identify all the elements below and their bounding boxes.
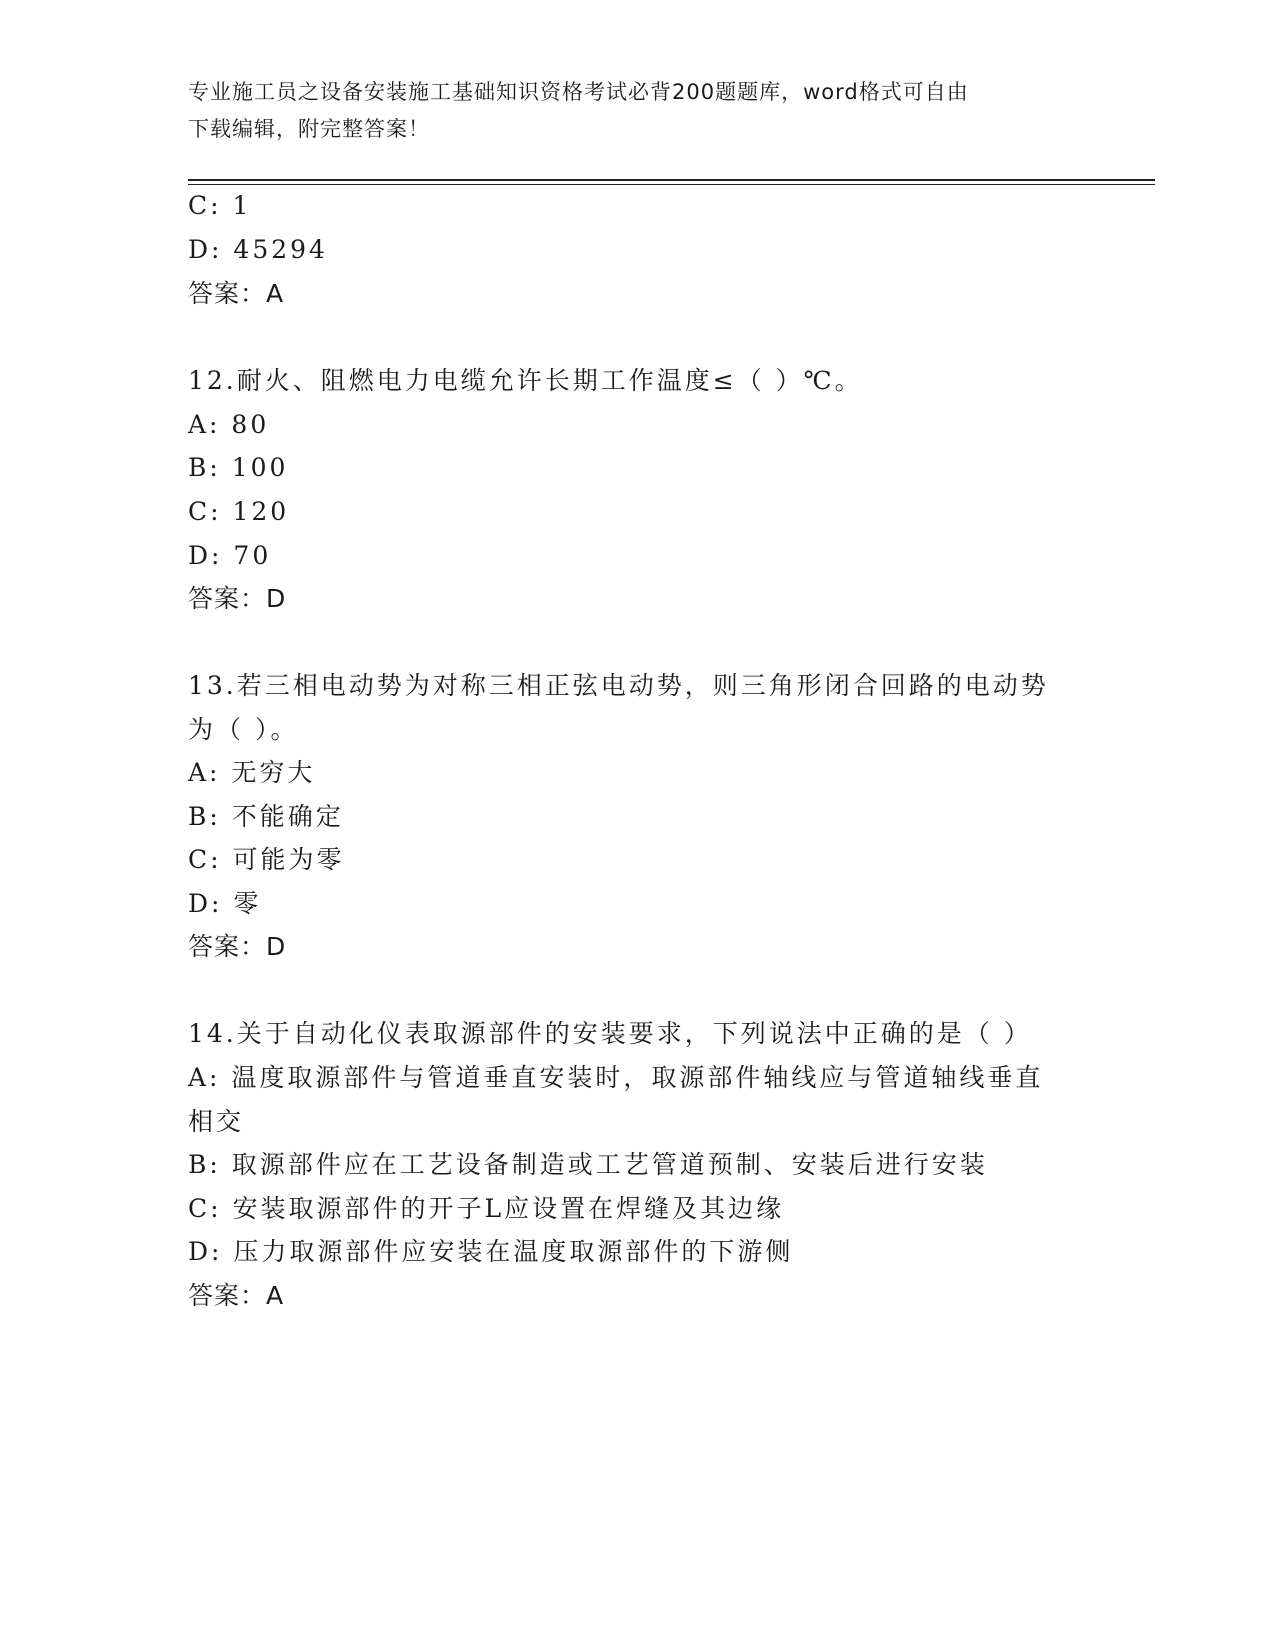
q14-stem: 14.关于自动化仪表取源部件的安装要求，下列说法中正确的是（ ）: [188, 1019, 1032, 1048]
q13-answer: 答案：D: [188, 932, 287, 961]
q14-option-a-line-2: 相交: [188, 1107, 245, 1136]
q13-option-d: D: 零: [188, 889, 262, 918]
q13-stem-line-1: 13.若三相电动势为对称三相正弦电动势，则三角形闭合回路的电动势: [188, 671, 1049, 700]
q11-answer: 答案：A: [188, 279, 285, 308]
q12-option-a: A: 80: [188, 410, 270, 439]
q11-option-d: D: 45294: [188, 235, 328, 264]
q14-option-b: B: 取源部件应在工艺设备制造或工艺管道预制、安装后进行安装: [188, 1150, 988, 1179]
q14-option-d: D: 压力取源部件应安装在温度取源部件的下游侧: [188, 1237, 794, 1266]
q14-answer: 答案：A: [188, 1281, 285, 1310]
document-header: [188, 74, 1068, 148]
header-line-1: 专业施工员之设备安装施工基础知识资格考试必背200题题库，word格式可自由: [188, 80, 969, 104]
q13-option-c: C: 可能为零: [188, 845, 345, 874]
q13-option-a: A: 无穷大: [188, 758, 316, 787]
q12-answer: 答案：D: [188, 584, 287, 613]
q12-option-c: C: 120: [188, 497, 290, 526]
q14-option-a-line-1: A: 温度取源部件与管道垂直安装时，取源部件轴线应与管道轴线垂直: [188, 1063, 1044, 1092]
q14-option-c: C: 安装取源部件的开子L应设置在焊缝及其边缘: [188, 1194, 785, 1223]
q13-stem-line-2: 为（ ）。: [188, 715, 299, 744]
q11-option-c: C: 1: [188, 191, 252, 220]
header-divider-thick: [188, 179, 1155, 181]
header-divider-thin: [188, 184, 1155, 185]
q13-option-b: B: 不能确定: [188, 802, 344, 831]
q12-option-d: D: 70: [188, 541, 272, 570]
q12-option-b: B: 100: [188, 453, 289, 482]
header-line-2: 下载编辑，附完整答案！: [188, 117, 430, 141]
q12-stem: 12.耐火、阻燃电力电缆允许长期工作温度≤（ ）℃。: [188, 366, 863, 395]
